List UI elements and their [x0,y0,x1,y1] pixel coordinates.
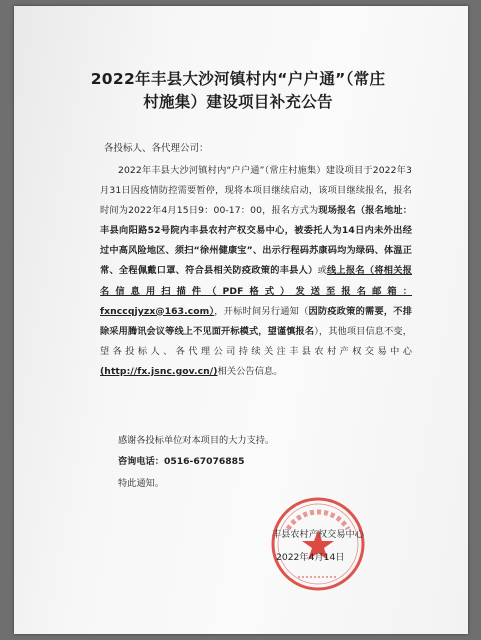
official-seal [268,494,368,594]
signature-date: 2022年4月14日 [276,552,345,563]
website-link[interactable]: (http://fx.jsnc.gov.cn/) [100,365,218,377]
notice-line: 特此通知。 [118,478,164,489]
phone-label: 咨询电话： [118,456,164,467]
thanks-line: 感谢各投标单位对本项目的大力支持。 [118,435,275,446]
document-title [78,68,398,114]
signature-organization: 丰县农村产权交易中心 [272,529,364,540]
document-page [14,6,468,634]
para-part-3: 或 [317,265,328,277]
para-onsite-registration: 现场报名（报名地址：丰县向阳路52号院内丰县农村产权交易中心，被委托人为14日内未外出经过中高风险地区、须扫“徐州健康宝”、出示行程码苏康码均为绿码、体温正常、全程佩戴口罩、符合县相关防疫政策的丰县人） [100,205,412,277]
para-part-7: ），其他项目信息不变，望各投标人、各代理公司持续关注丰县农村产权交易中心 [100,325,412,357]
phone-line [118,453,244,467]
para-online-registration: 线上报名（将相关报名信息用扫描件（PDF格式）发送至报名邮箱：fxnccqjyzx@163.com） [100,265,412,317]
title-line-1: 2022年丰县大沙河镇村内“户户通”（常庄 [90,70,386,88]
body-paragraph [100,161,412,382]
para-part-5: ，开标时间另行通知（ [214,305,309,317]
title-line-2: 村施集）建设项目补充公告 [143,93,333,111]
salutation: 各投标人、各代理公司： [104,143,209,154]
phone-number: 0516-67076885 [163,456,245,467]
para-part-1: 2022年丰县大沙河镇村内“户户通”（常庄村施集）建设项目于2022年3月31日因疫情防控需要暂停，现将本项目继续启动，该项目继续报名，报名时间为2022年4月15日9：00-17：00，报名方式为 [100,165,412,217]
para-online-opening-note: 因防疫政策的需要，不排除采用腾讯会议等线上不见面开标模式，望谨慎报名 [100,305,412,337]
para-part-9: 相关公告信息。 [217,365,283,377]
